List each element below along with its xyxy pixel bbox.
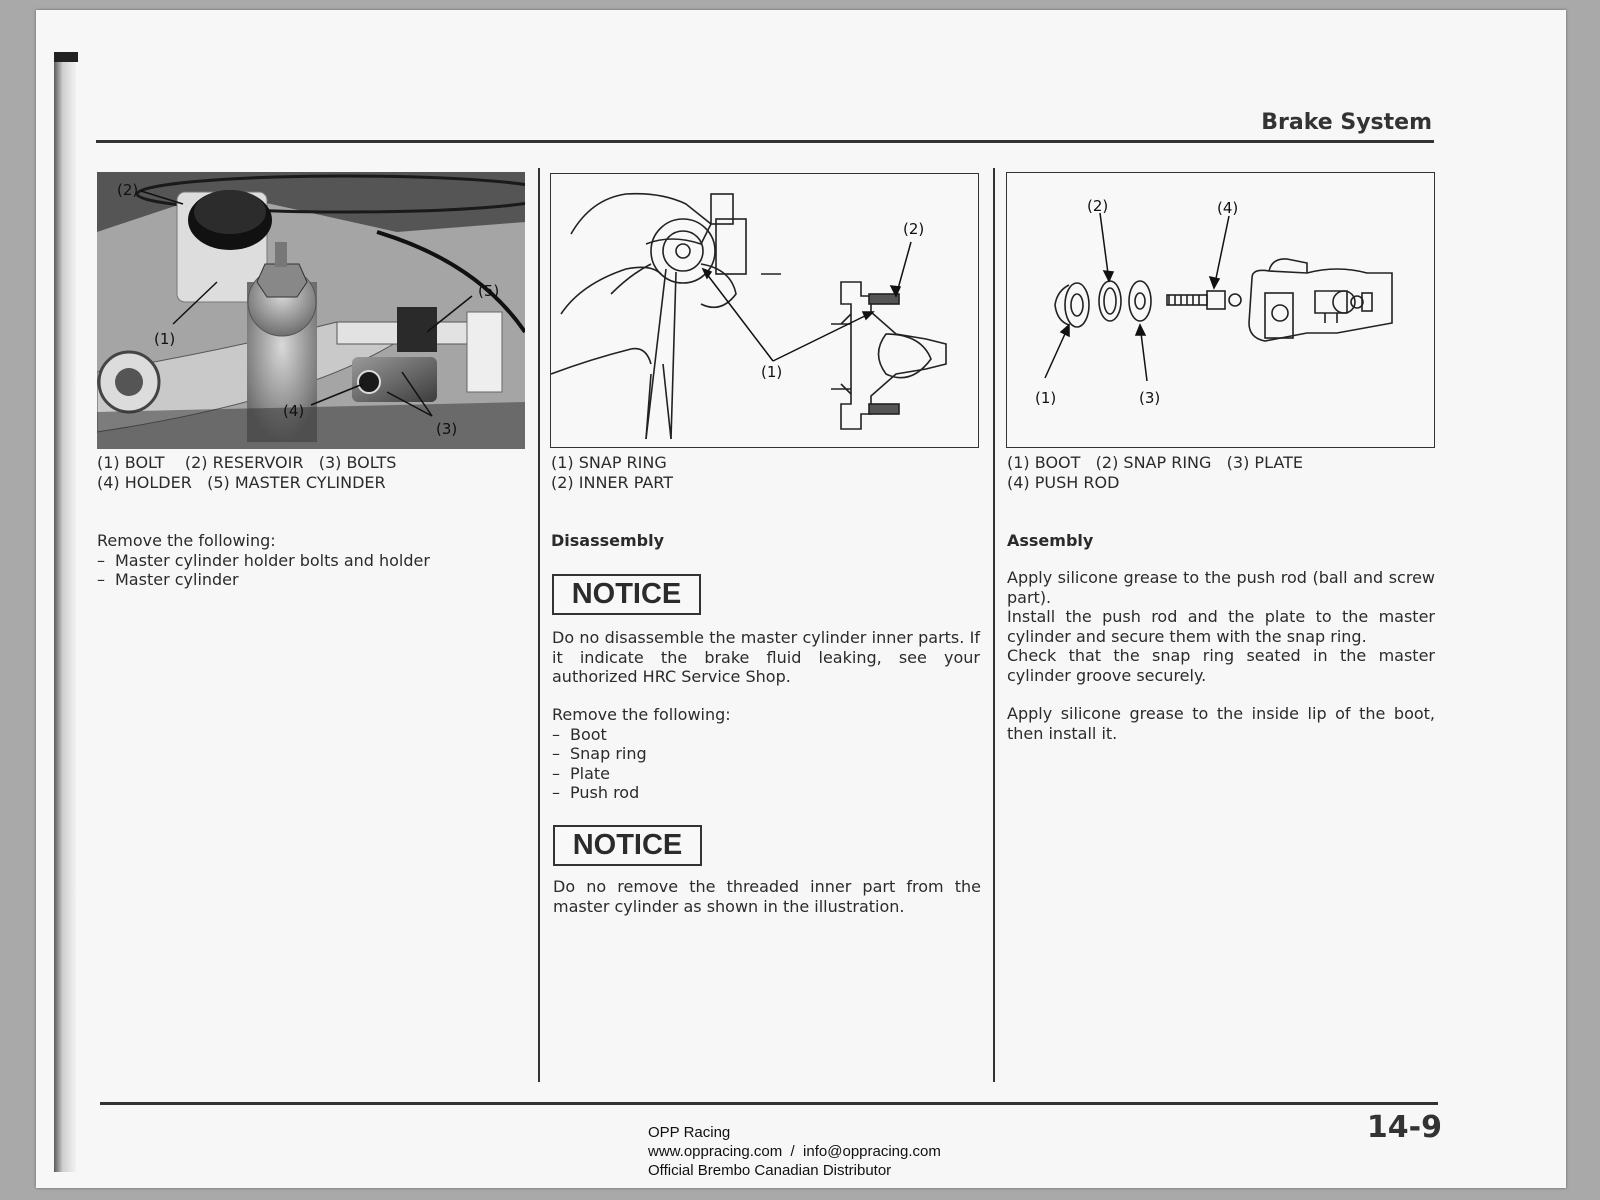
callout-3: (3) bbox=[1139, 389, 1161, 407]
section-title: Brake System bbox=[1261, 110, 1432, 135]
callout-1: (1) bbox=[761, 363, 783, 381]
assembly-step: Apply silicone grease to the inside lip of the boot, then install it. bbox=[1007, 704, 1435, 743]
assembly-instructions bbox=[1007, 568, 1435, 743]
instruction-intro: Remove the following: bbox=[97, 531, 276, 550]
removal-instructions bbox=[97, 531, 527, 590]
figure-caption-3 bbox=[1007, 453, 1303, 493]
disassembly-steps bbox=[552, 705, 980, 803]
caption-line: (1) BOLT (2) RESERVOIR (3) BOLTS bbox=[97, 453, 397, 472]
page-number: 14-9 bbox=[1366, 1110, 1442, 1145]
footer-credits bbox=[648, 1123, 941, 1180]
snap-ring-illustration bbox=[550, 173, 979, 448]
callout-1: (1) bbox=[154, 330, 176, 348]
credit-line: OPP Racing bbox=[648, 1124, 731, 1141]
callout-1: (1) bbox=[1035, 389, 1057, 407]
credit-line: Official Brembo Canadian Distributor bbox=[648, 1162, 892, 1179]
callout-5: (5) bbox=[478, 282, 500, 300]
callout-2: (2) bbox=[117, 181, 139, 199]
footer-rule bbox=[100, 1102, 1438, 1105]
caption-line: (4) PUSH ROD bbox=[1007, 473, 1120, 492]
callout-2: (2) bbox=[903, 220, 925, 238]
push-rod-assembly-illustration bbox=[1006, 172, 1435, 448]
assembly-step: Install the push rod and the plate to the master cylinder and secure them with the snap ring. bbox=[1007, 607, 1435, 646]
callout-2: (2) bbox=[1087, 197, 1109, 215]
figure-caption-1 bbox=[97, 453, 396, 493]
assembly-step: Check that the snap ring seated in the master cylinder groove securely. bbox=[1007, 646, 1435, 685]
caption-line: (1) BOOT (2) SNAP RING (3) PLATE bbox=[1007, 453, 1303, 472]
callout-4: (4) bbox=[1217, 199, 1239, 217]
callout-3: (3) bbox=[436, 420, 458, 438]
notice-text-1: Do no disassemble the master cylinder inner parts. If it indicate the brake fluid leaking, see your authorized HRC Service Shop. bbox=[552, 628, 980, 686]
instruction-intro: Remove the following: bbox=[552, 705, 731, 724]
list-item: – Master cylinder bbox=[97, 570, 527, 590]
list-item: – Boot bbox=[552, 725, 980, 745]
header-rule bbox=[96, 140, 1434, 143]
caption-line: (4) HOLDER (5) MASTER CYLINDER bbox=[97, 473, 386, 492]
column-divider-1 bbox=[538, 168, 540, 1082]
assembly-step: Apply silicone grease to the push rod (ball and screw part). bbox=[1007, 568, 1435, 607]
notice-label-1: NOTICE bbox=[552, 574, 701, 615]
callout-4: (4) bbox=[283, 402, 305, 420]
assembly-heading: Assembly bbox=[1007, 531, 1094, 550]
list-item: – Master cylinder holder bolts and holder bbox=[97, 551, 527, 571]
disassembly-heading: Disassembly bbox=[551, 531, 665, 550]
credit-contact-line: www.oppracing.com / info@oppracing.com bbox=[648, 1143, 941, 1160]
binder-edge bbox=[54, 52, 76, 1172]
notice-label-2: NOTICE bbox=[553, 825, 702, 866]
master-cylinder-photo bbox=[97, 172, 525, 449]
list-item: – Push rod bbox=[552, 783, 980, 803]
column-divider-2 bbox=[993, 168, 995, 1082]
caption-line: (1) SNAP RING bbox=[551, 453, 667, 472]
list-item: – Plate bbox=[552, 764, 980, 784]
list-item: – Snap ring bbox=[552, 744, 980, 764]
caption-line: (2) INNER PART bbox=[551, 473, 674, 492]
figure-caption-2 bbox=[551, 453, 673, 493]
notice-text-2: Do no remove the threaded inner part from the master cylinder as shown in the illustration. bbox=[553, 877, 981, 916]
